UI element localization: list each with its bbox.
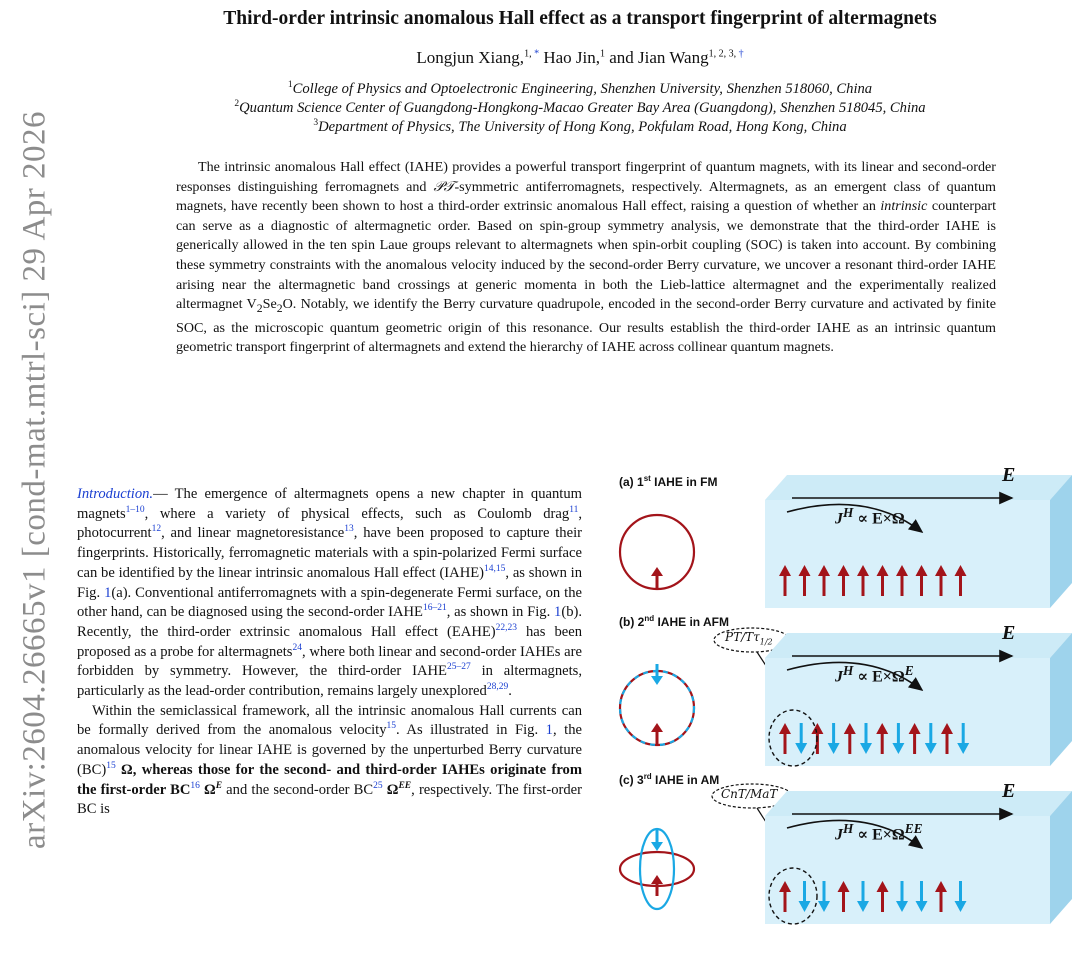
citation[interactable]: 25–27 <box>446 662 471 673</box>
figure-graphic <box>617 470 1073 959</box>
panel-c-label: (c) 3rd IAHE in AM <box>619 772 720 787</box>
author-name: Longjun Xiang, <box>416 48 525 67</box>
section-link[interactable]: Introduction. <box>77 486 154 502</box>
panel-a <box>620 475 1072 608</box>
field-label: E <box>1002 780 1016 802</box>
symmetry-label: CnT/MaT <box>721 787 778 801</box>
citation[interactable]: 15 <box>106 760 116 771</box>
paper-title: Third-order intrinsic anomalous Hall effect as a transport fingerprint of altermagnets <box>223 8 937 29</box>
slab-front <box>765 500 1050 608</box>
affiliation: $^3$Department of Physics, The University of Hong Kong, Pokfulam Road, Hong Kong, China <box>313 118 847 135</box>
footnote-link[interactable]: † <box>736 48 744 60</box>
panel-a-label: (a) 1st IAHE in FM <box>619 474 718 489</box>
paragraph: Introduction.— The emergence of altermagnets opens a new chapter in quantum magnets$^{1-10}$, where a variety of physical effects, such as Coulomb drag$^{11}$, photocurrent$^{12}$, and linear magnetoresistance$^{13}$, have been proposed to capture their fingerprints. Historically, ferromagnetic materials with a spin-polarized Fermi surface can be identified by the linear intrinsic anomalous Hall effect (IAHE)$^{14,15}$, as shown in Fig. 1(a). Conventional antiferromagnets with a spin-degenerate Fermi surface, on the other hand, can be diagnosed using the second-order IAHE$^{16-21}$, as shown in Fig. 1(b). Recently, the third-order extrinsic anomalous Hall effect (EAHE)$^{22,23}$ has been proposed as a probe for altermagnets$^{24}$, where both linear and second-order IAHEs are forbidden by symmetry. However, the third-order IAHE$^{25-27}$ in altermagnets, particularly as the lead-order contribution, remains largely unexplored$^{28,29}$. <box>77 486 583 700</box>
panel-b <box>620 628 1072 766</box>
figure-1 <box>617 464 1073 959</box>
panel-c <box>620 784 1072 924</box>
body-text <box>77 485 582 820</box>
hall-formula: $J^H \propto E\times\Omega^{EE}$ <box>835 821 923 844</box>
spin-down-icon <box>651 664 663 685</box>
citation[interactable]: 16–21 <box>422 603 447 614</box>
citation[interactable]: 13 <box>344 524 354 535</box>
citation[interactable]: 24 <box>292 642 302 653</box>
author-list: Longjun Xiang,$^{1, *}$ Hao Jin,$^1$ and Jian Wang$^{1, 2, 3, \dagger}$ <box>416 48 744 67</box>
footnote-link[interactable]: * <box>531 48 540 60</box>
symmetry-label: $PT/T\tau_{1/2}$ <box>725 630 773 647</box>
slab-top <box>765 633 1072 658</box>
field-label: E <box>1002 464 1016 486</box>
citation[interactable]: 14,15 <box>484 563 506 574</box>
citation[interactable]: 28,29 <box>486 682 509 693</box>
author-name: Hao Jin, <box>543 48 600 67</box>
slab-top <box>765 791 1072 816</box>
citation[interactable]: 1–10 <box>125 504 145 515</box>
figure-link[interactable]: 1 <box>104 584 112 601</box>
field-label: E <box>1002 622 1016 644</box>
slab-top <box>765 475 1072 500</box>
affiliation: $^2$Quantum Science Center of Guangdong-Hongkong-Macao Greater Bay Area (Guangdong), Shenzhen 518045, China <box>234 99 926 116</box>
arxiv-stamp <box>6 10 64 950</box>
citation[interactable]: 25 <box>373 780 383 791</box>
affiliation: $^1$College of Physics and Optoelectronic Engineering, Shenzhen University, Shenzhen 518060, China <box>287 80 873 97</box>
figure-link[interactable]: 1 <box>545 722 553 739</box>
citation[interactable]: 15 <box>386 721 397 732</box>
hall-formula: $J^H \propto E\times\Omega^E$ <box>835 663 914 686</box>
spin-up-icon <box>651 567 663 588</box>
panel-b-label: (b) 2nd IAHE in AFM <box>619 614 730 629</box>
citation[interactable]: 22,23 <box>495 623 518 634</box>
abstract: The intrinsic anomalous Hall effect (IAHE) provides a powerful transport fingerprint of quantum magnets, with its linear and second-order responses distinguishing ferromagnets and 𝒫𝒯-symmetric antiferromagnets, respectively. Altermagnets, as an emergent class of quantum magnets, have recently been shown to host a third-order extrinsic anomalous Hall effect, raising a question of whether an intrinsic counterpart can serve as a diagnostic of altermagnetic order. Based on spin-group symmetry analysis, we demonstrate that the third-order IAHE is generically allowed in the ten spin Laue groups relevant to altermagnets when spin-orbit coupling (SOC) is taken into account. By combining these symmetry constraints with the anomalous velocity induced by the second-order Berry curvature, we uncover a resonant third-order IAHE arising near the altermagnetic band crossings at generic momenta in both the Lieb-lattice altermagnet and the experimentally realized altermagnet $V_2Se_2O$. Notably, we identify the Berry curvature quadrupole, encoded in the second-order Berry curvature and activated by finite SOC, as the microscopic quantum geometric origin of this resonance. Our results establish the third-order IAHE as an intrinsic quantum geometric transport fingerprint of altermagnets and extend the hierarchy of IAHE across collinear quantum magnets. <box>176 159 997 356</box>
hall-formula: $J^H \propto E\times\Omega$ <box>835 505 905 528</box>
figure-link[interactable]: 1 <box>554 604 562 621</box>
author-name: and Jian Wang <box>609 48 709 67</box>
spin-up-icon <box>651 723 663 744</box>
arxiv-id: arXiv:2604.26665v1 [cond-mat.mtrl-sci] 29 Apr 2026 <box>16 110 53 850</box>
citation[interactable]: 12 <box>151 524 162 535</box>
citation[interactable]: 16 <box>190 780 200 791</box>
citation[interactable]: 11 <box>569 504 579 515</box>
spin-down-icon <box>651 830 663 851</box>
paragraph: Within the semiclassical framework, all the intrinsic anomalous Hall currents can be formally derived from the anomalous velocity$^{15}$. As illustrated in Fig. 1, the anomalous velocity for linear IAHE is governed by the unperturbed Berry curvature (BC)$^{15}$ Ω, whereas those for the second- and third-order IAHEs originate from the first-order BC$^{16}$ $\Omega^E$ and the second-order BC$^{25}$ $\Omega^{EE}$, respectively. The first-order BC is <box>77 702 582 818</box>
